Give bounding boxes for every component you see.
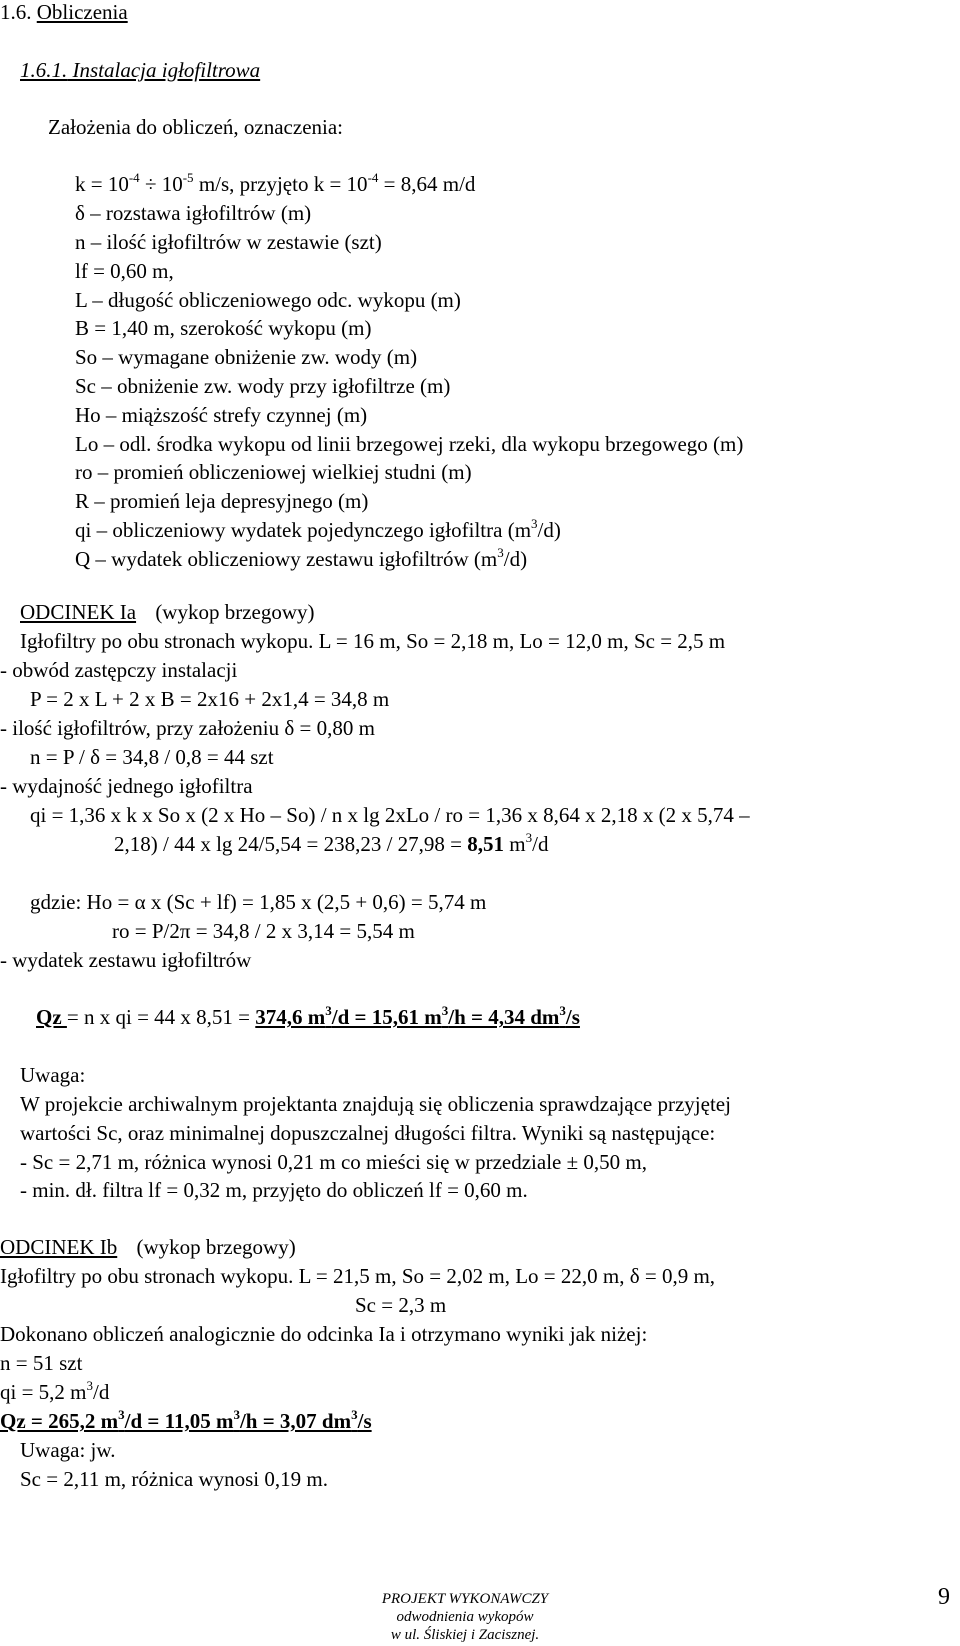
section-heading [0, 2, 128, 23]
definition-item: δ – rozstawa igłofiltrów (m) [75, 201, 312, 225]
k-definition: $k = 10^{-4} \div 10^{-5}$ m/s, przyjęto $k = 10^{-4} = 8,64$ m/d [75, 170, 476, 196]
footer-line: odwodnienia wykopów [396, 1609, 534, 1625]
section-a-type: (wykop brzegowy) [155, 600, 315, 624]
note-line: wartości Sc, oraz minimalnej dopuszczalnej długości filtra. Wyniki są następujące: [20, 1121, 716, 1145]
section-a-name: ODCINEK Ia [20, 600, 137, 624]
assumptions-title: Założenia do obliczeń, oznaczenia: [48, 115, 344, 139]
page-number: 9 [938, 1584, 950, 1610]
section-b-qi-result: qi = 5,2 $m^3/d$ [0, 1378, 110, 1404]
definition-item: L – długość obliczeniowego odc. wykopu (m) [75, 288, 461, 312]
definition-item: Lo – odl. środka wykopu od linii brzegowej rzeki, dla wykopu brzegowego (m) [75, 432, 744, 456]
yield-formula: qi = 1,36 x k x So x (2 x Ho – So) / n x lg 2xLo / ro = 1,36 x 8,64 x 2,18 x (2 x 5,74 – [30, 803, 750, 827]
set-yield-label: - wydatek zestawu igłofiltrów [0, 948, 252, 972]
definition-item: n – ilość igłofiltrów w zestawie (szt) [75, 230, 382, 254]
section-b-note: Uwaga: jw. [20, 1438, 116, 1462]
ro-formula: ro = P/2π = 34,8 / 2 x 3,14 = 5,54 m [112, 919, 415, 943]
section-number: 1.6. [0, 0, 32, 24]
note-title: Uwaga: [20, 1063, 86, 1087]
qz-result: Qz = n x qi = 44 x 8,51 = 374,6 $m^3/d = 15,61$ $m^3/h = 4,34$ $dm^3/s$ [36, 1003, 580, 1029]
definition-item: So – wymagane obniżenie zw. wody (m) [75, 345, 418, 369]
perimeter-formula: P = 2 x L + 2 x B = 2x16 + 2x1,4 = 34,8 m [30, 687, 390, 711]
note-line: W projekcie archiwalnym projektanta znajdują się obliczenia sprawdzające przyjętej [20, 1092, 731, 1116]
subsection-title: Instalacja igłofiltrowa [72, 58, 261, 82]
definition-item: R – promień leja depresyjnego (m) [75, 489, 369, 513]
section-b-name: ODCINEK Ib [0, 1235, 118, 1259]
footer-line: PROJEKT WYKONAWCZY [381, 1591, 549, 1607]
Q-definition: Q – wydatek obliczeniowy zestawu igłofiltrów $(m^3/d)$ [75, 545, 528, 571]
yield-label: - wydajność jednego igłofiltra [0, 774, 253, 798]
perimeter-label: - obwód zastępczy instalacji [0, 658, 238, 682]
definition-item: Ho – miąższość strefy czynnej (m) [75, 403, 368, 427]
subsection-heading [20, 60, 260, 81]
section-a-heading [20, 602, 315, 623]
section-b-analog: Dokonano obliczeń analogicznie do odcinka Ia i otrzymano wyniki jak niżej: [0, 1322, 648, 1346]
note-line: - Sc = 2,71 m, różnica wynosi 0,21 m co mieści się w przedziale ± 0,50 m, [20, 1150, 647, 1174]
definition-item: B = 1,40 m, szerokość wykopu (m) [75, 316, 372, 340]
section-a-params: Igłofiltry po obu stronach wykopu. L = 16 m, So = 2,18 m, Lo = 12,0 m, Sc = 2,5 m [20, 629, 726, 653]
ho-formula: gdzie: Ho = α x (Sc + lf) = 1,85 x (2,5 + 0,6) = 5,74 m [30, 890, 487, 914]
count-label: - ilość igłofiltrów, przy założeniu δ = 0,80 m [0, 716, 375, 740]
section-b-n-result: n = 51 szt [0, 1351, 83, 1375]
section-b-type: (wykop brzegowy) [136, 1235, 296, 1259]
count-formula: n = P / δ = 34,8 / 0,8 = 44 szt [30, 745, 274, 769]
yield-formula-result: 2,18) / 44 x lg 24/5,54 = 238,23 / 27,98 = 8,51 $m^3/d$ [114, 830, 549, 856]
subsection-number: 1.6.1. [20, 58, 68, 82]
definition-item: ro – promień obliczeniowej wielkiej studni (m) [75, 460, 472, 484]
page-footer [300, 1590, 630, 1644]
section-title: Obliczenia [36, 0, 128, 24]
section-b-heading [0, 1237, 296, 1258]
definition-item: lf = 0,60 m, [75, 259, 174, 283]
definition-item: Sc – obniżenie zw. wody przy igłofiltrze (m) [75, 374, 451, 398]
section-b-qz-result: Qz = 265,2 $m^3/d = 11,05$ $m^3/h = 3,07$ $dm^3/s$ [0, 1407, 372, 1433]
section-b-params-2: Sc = 2,3 m [355, 1293, 447, 1317]
note-line: - min. dł. filtra lf = 0,32 m, przyjęto do obliczeń lf = 0,60 m. [20, 1178, 528, 1202]
footer-line: w ul. Śliskiej i Zacisznej. [390, 1627, 540, 1643]
section-b-sc-result: Sc = 2,11 m, różnica wynosi 0,19 m. [20, 1467, 328, 1491]
section-b-params: Igłofiltry po obu stronach wykopu. L = 21,5 m, So = 2,02 m, Lo = 22,0 m, δ = 0,9 m, [0, 1264, 716, 1288]
qi-definition: qi – obliczeniowy wydatek pojedynczego igłofiltra $(m^3/d)$ [75, 516, 561, 542]
